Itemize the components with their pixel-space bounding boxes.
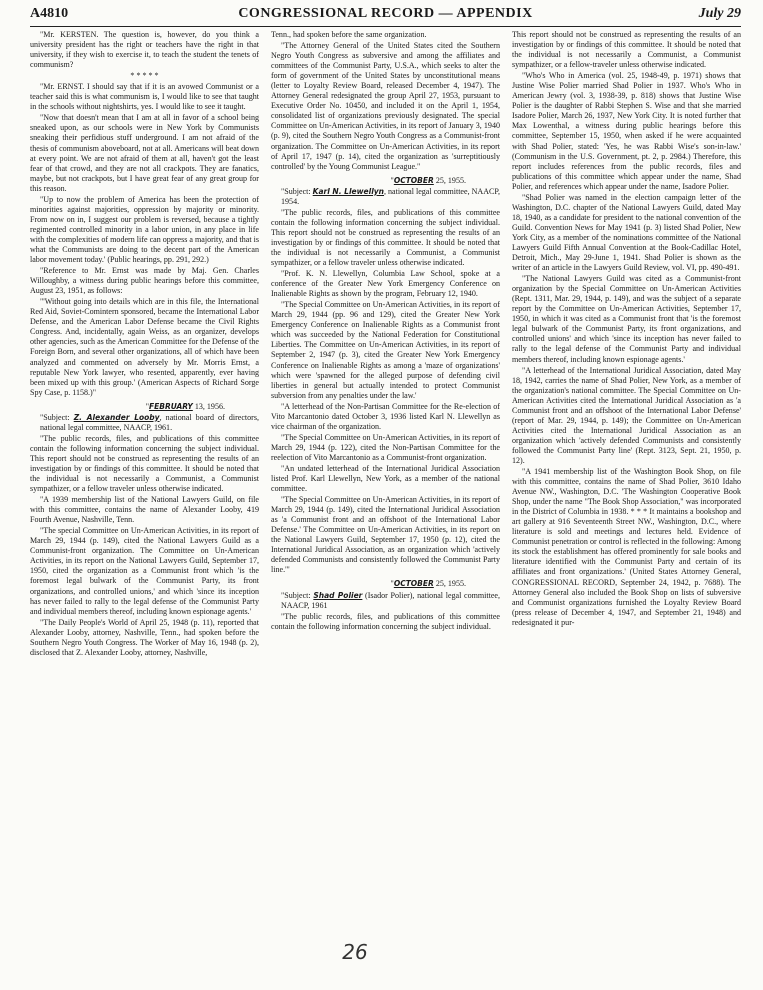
page-header [30,6,741,27]
paragraph: "The Special Committee on Un-American Activities, in its report of March 29, 1944 (p. 122), cited the Non-Partisan Committee for the reelection of Vito Marcantonio as a Communist-front organization. [271,432,500,462]
paragraph-prefix: " [145,401,149,411]
paragraph: "A 1939 membership list of the National Lawyers Guild, on file with this committee, contains the name of Alexander Looby, 419 Fourth Avenue, Nashville, Tenn. [30,495,259,525]
paragraph: "'Without going into details which are in this file, the International Red Aid, Soviet-Comintern sponsored, became the International Labor Defense, and the American Labor Defense became the Civil Rights Congress. And, incidentally, again Weiss, as an organizer, develops other agencies, such as the American Committee for the Defense of the Foreign Born, and several other organizations, all of which have been analyzed and commented on adversely by Mr. Morris Ernst, a reputable New York lawyer, who resented, apparently, ever having been mixed up with this group.' (American Aspects of Richard Sorge Spy Case, p. 1158.)" [30,297,259,397]
paragraph-text: 25, 1955. [433,175,466,185]
paragraph: "The Daily People's World of April 25, 1948 (p. 11), reported that Alexander Looby, attorney, Nashville, Tenn., had spoken before the Southern Negro Youth Congress. The Worker of May 16, 1948 (p. 2), disclosed that Z. Alexander Looby, attorney, Nashville, [30,617,259,657]
paragraph [271,591,500,611]
handwritten-annotation: Z. Alexander Looby [73,412,160,422]
paragraph: "The public records, files, and publications of this committee contain the following information concerning the subject individual. This report should not be construed as representing the results of an investigation by or findings of this committee. It should be noted that the individual is not necessarily a Communist, a Communist sympathizer, or a fellow traveler unless otherwise indicated. [271,207,500,268]
paragraph [271,187,500,207]
paragraph: "An undated letterhead of the International Juridical Association listed Prof. Karl Llewellyn, New York, as a member of the national committee. [271,463,500,494]
paragraph-text: , national board of directors, national legal committee, NAACP, 1961. [40,412,259,432]
paragraph: "Mr. KERSTEN. The question is, however, do you think a university president has the right or teachers have the right in that university, if they wish to exercise it, to teach the student the tenets of communism? [30,30,259,70]
paragraph-text: 13, 1956. [192,401,225,411]
paragraph [271,176,500,186]
column-left [30,30,259,950]
paragraph-prefix: "Subject: [281,186,313,196]
publication-title: CONGRESSIONAL RECORD — APPENDIX [238,6,533,21]
paragraph [30,402,259,412]
page-number-header: A4810 [30,6,69,21]
handwritten-annotation: FEBRUARY [148,401,193,411]
paragraph-text: 25, 1955. [433,579,466,589]
paragraph [30,413,259,433]
paragraph-prefix: "Subject: [40,412,74,422]
paragraph-text: (Isador Polier), national legal committee, NAACP, 1961 [281,590,500,610]
column-middle [271,30,500,950]
paragraph: "The Special Committee on Un-American Activities, in its report of March 29, 1944 (p. 149), cited the International Juridical Association as 'a Communist front and an offshoot of the International Labor Defense.' The Committee on Un-American Activities, in its report on the National Lawyers Guild, September 17, 1950 (p. 12), cited the International Juridical Association, as an organization which 'actively defended Communists and consistently followed the Communist Party line.'" [271,495,500,575]
handwritten-page-number: 26 [342,940,368,964]
paragraph: "The special Committee on Un-American Activities, in its report of March 29, 1944 (p. 149), cited the National Lawyers Guild as a Communist-front organization. The Committee on Un-American Activities, in its report on the National Lawyers Guild, September 17, 1950, cited the organization as a Communist front which 'is the foremost legal bulwark of the Communist Party, its front organizations, and controlled unions,' and which 'since its inception has never failed to rally to the legal defense of the Communist Party and individual members thereof, including known espionage agents.' [30,526,259,616]
paragraph-prefix: "Subject: [281,590,314,600]
paragraph: "Up to now the problem of America has been the protection of minorities against majorities, oppression by majority or minority. From now on in, I suggest our problem is reversed, because a tightly regimented controlled minority in a labor union, in any place in life with the complexities of modern life can oppress a majority, and that is what the Communists are doing to the decent part of the American labor movement today.' (Public hearings, pp. 291, 292.) [30,194,259,265]
paragraph: "Now that doesn't mean that I am at all in favor of a school being sneaked upon, as our schools were in New York by Communists sneaking their perfidious stuff underground. I am not afraid of the thesis of communism aboveboard, not at all. Americans will beat down at every point. We are not afraid of them at all, haven't got the least fear of that crowd, and they are not all crackpots. They are fanatics, maybe, but not crackpots, but I have great fear of any great group for this reason. [30,113,259,193]
paragraph: "Who's Who in America (vol. 25, 1948-49, p. 1971) shows that Justine Wise Polier married Shad Polier in 1937. Who's Who in American Jewry (vol. 3, 1938-39, p. 818) shows that Justine Wise Polier is the daughter of Rabbi Stephen S. Wise and that she married Isadore Polier, March 26, 1937, New York City. It is noted further that Max Lowenthal, a witness during public hearings before this committee, September 15, 1950, when asked if he were acquainted with Shad Polier, stated: 'Yes, he was Rabbi Wise's son-in-law.' (Communism in the U.S. Government, pt. 2, p. 2984.) Therefore, this report includes references from the public records, files and publications of this committee which appear under the name, Shad Polier, and references which appear under the name, Isadore Polier. [512,71,741,191]
paragraph: "The Attorney General of the United States cited the Southern Negro Youth Congress as subversive and among the affiliates and committees of the Communist Party, U.S.A., which seeks to alter the form of government of the United States by unconstitutional means (letter to Loyalty Review Board, released December 4, 1947). The Attorney General redesignated the group April 27, 1953, pursuant to Executive Order No. 10450, and included it on the April 1, 1954, consolidated list of organizations previously designated. The special Committee on Un-American Activities, in its report of January 3, 1940 (p. 9), cited the Southern Negro Youth Congress as a Communist-front organization. The Committee on Un-American Activities, in its report of April 17, 1947 (p. 14), cited the organization as 'surreptitiously controlled' by the Young Communist League." [271,41,500,171]
handwritten-annotation: Karl N. Llewellyn [312,186,384,196]
paragraph: Tenn., had spoken before the same organization. [271,30,427,39]
paragraph: "Mr. ERNST. I should say that if it is an avowed Communist or a teacher said this is what communism is, I would like to see that taught in the schools without nightshirts, yes. I would like to see it taught. [30,82,259,112]
paragraph: "A letterhead of the Non-Partisan Committee for the Re-election of Vito Marcantonio dated October 3, 1936 listed Karl N. Llewellyn as vice chairman of the organization. [271,401,500,431]
handwritten-annotation: OCTOBER [393,579,434,589]
paragraph-text: , national legal committee, NAACP, 1954. [281,186,500,206]
paragraph-prefix: " [390,579,394,589]
text-columns [30,30,743,950]
paragraph: "The public records, files, and publications of this committee contain the following information concerning the subject individual. [271,611,500,631]
issue-date: July 29 [698,6,741,21]
paragraph-prefix: " [390,175,394,185]
paragraph: "Shad Polier was named in the election campaign letter of the Washington, D.C. chapter of the National Lawyers Guild, dated May 18, 1940, as a candidate for president to the national convention of the Guild. Convention News for May 1941 (p. 3) listed Shad Polier, New York City, as a member of the nominations committee of the National Lawyers Guild Fifth Annual Convention at the Book-Cadillac Hotel, Detroit, Mich., May 29-June 1, 1941. Shad Polier is shown as the writer of an article in the Lawyers Guild Review, vol. VI, pp. 490-491. [512,192,741,273]
paragraph: "Reference to Mr. Ernst was made by Maj. Gen. Charles Willoughby, a witness during public hearings before this committee, August 23, 1951, as follows: [30,266,259,296]
paragraph: "A letterhead of the International Juridical Association, dated May 18, 1942, carries the name of Shad Polier, New York, as a member of the organization's national committee. The Special Committee on Un-American Activities cited the International Juridical Association as 'a Communist front and an offshoot of the International Labor Defense' (report of Mar. 29, 1944, p. 149); the Committee on Un-American Activities cited the International Juridical Association as an organization which 'actively defended Communists and consistently followed the Communist Party line' (Rept. 3123, Sept. 21, 1950, p. 12). [512,365,741,465]
handwritten-annotation: Shad Polier [313,590,363,600]
column-right [512,30,741,950]
paragraph [271,579,500,589]
paragraph: This report should not be construed as representing the results of an investigation by or findings of this committee. It should be noted that the individual is not necessarily a Communist, a Communist sympathizer, or a fellow-traveler unless otherwise indicated. [512,30,741,70]
paragraph: "Prof. K. N. Llewellyn, Columbia Law School, spoke at a conference of the Greater New York Emergency Conference on Inalienable Rights as shown by the program, February 12, 1940. [271,269,500,299]
paragraph: "The public records, files, and publications of this committee contain the following information concerning the subject individual. This report should not be construed as representing the results of an investigation by or findings of this committee. It should be noted that the individual is not necessarily a Communist, a Communist sympathizer, or a fellow traveler unless otherwise indicated. [30,433,259,494]
paragraph: "A 1941 membership list of the Washington Book Shop, on file with this committee, contains the name of Shad Polier, 3610 Idaho Avenue NW., Washington, D.C. 'The Washington Cooperative Book Shop, under the name "The Book Shop Association," was incorporated in the District of Columbia in 1938. * * * It maintains a bookshop and art gallery at 916 Seventeenth Street NW., Washington, D.C., where literature is sold and meetings and lectures held. Evidence of Communist penetration or control is reflected in the following: Among its stock the establishment has offered prominently for sale books and literature identified with the Communist Party and certain of its affiliates and front organizations.' (United States Attorney General, CONGRESSIONAL RECORD, September 24, 1942, p. 7688). The Attorney General also included the Book Shop on lists of subversive and Communist organizations furnished the Loyalty Review Board (press release of December 4, 1947, and September 21, 1948) and redesignated it pur- [512,467,741,627]
paragraph: * * * * * [130,71,159,81]
paragraph: "The Special Committee on Un-American Activities, in its report of March 29, 1944 (pp. 96 and 129), cited the Greater New York Emergency Conference on Inalienable Rights as a Communist front which was succeeded by the National Federation for Constitutional Liberties. The Committee on Un-American Activities, in its report of September 2, 1947 (p. 3), cited the Greater New York Emergency Conference on Inalienable Rights as among a 'maze of organizations' which were 'spawned for the alleged purpose of defending civil liberties in general but actually intended to protect Communist subversion from any penalties under the law.' [271,300,500,400]
handwritten-annotation: OCTOBER [393,175,434,185]
paragraph: "The National Lawyers Guild was cited as a Communist-front organization by the Special Committee on Un-American Activities (Rept. 1311, Mar. 29, 1944, p. 149), and was the subject of a separate report by the Committee on Un-American Activities, September 17, 1950, in which it was cited as a Communist front that 'is the foremost legal bulwark of the Communist Party, its front organizations, and controlled unions' and which 'since its inception has never failed to rally to the legal defense of the Communist Party and individual members thereof, including known espionage agents.' [512,274,741,364]
